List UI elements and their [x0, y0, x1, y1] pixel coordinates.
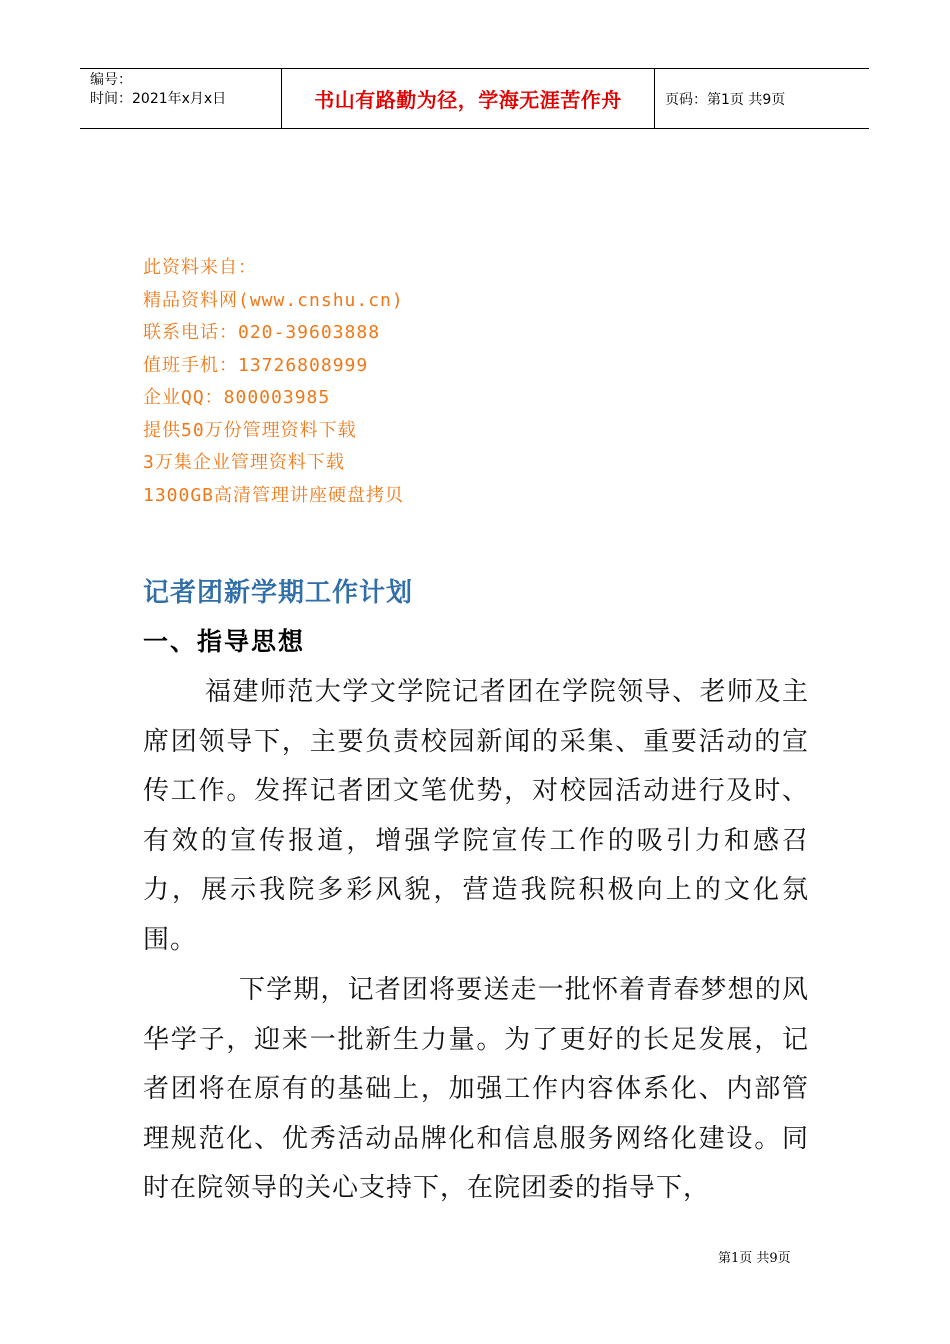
source-line: 精品资料网(www.cnshu.cn) [143, 289, 404, 311]
source-line: 提供50万份管理资料下载 [143, 419, 357, 441]
header-page-number: 页码：第1页 共9页 [665, 91, 786, 108]
source-line: 值班手机：13726808999 [143, 354, 369, 376]
doc-number-label: 编号： [90, 72, 132, 88]
source-line: 3万集企业管理资料下载 [143, 452, 345, 473]
section-heading: 一、指导思想 [143, 627, 306, 656]
source-line: 企业QQ：800003985 [143, 387, 331, 408]
page-header [80, 68, 869, 129]
header-page-cell [655, 69, 869, 128]
page-footer: 第1页 共9页 [718, 1251, 791, 1266]
document-title: 记者团新学期工作计划 [143, 578, 414, 608]
header-motto: 书山有路勤为径，学海无涯苦作舟 [314, 88, 622, 112]
body-paragraph: 福建师范大学文学院记者团在学院领导、老师及主席团领导下，主要负责校园新闻的采集、重要活动的宣传工作。发挥记者团文笔优势，对校园活动进行及时、有效的宣传报道，增强学院宣传工作的吸引力和感召力，展示我院多彩风貌，营造我院积极向上的文化氛围。 [143, 677, 809, 955]
header-motto-cell [282, 69, 655, 128]
source-info-block [143, 252, 404, 512]
source-line: 联系电话：020-39603888 [143, 322, 381, 343]
source-line: 1300GB高清管理讲座硬盘拷贝 [143, 484, 405, 506]
body-paragraph: 下学期，记者团将要送走一批怀着青春梦想的风华学子，迎来一批新生力量。为了更好的长足发展，记者团将在原有的基础上，加强工作内容体系化、内部管理规范化、优秀活动品牌化和信息服务网络化建设。同时在院领导的关心支持下，在院团委的指导下， [143, 975, 809, 1204]
source-line: 此资料来自： [143, 257, 257, 278]
doc-date-label: 时间：2021年x月x日 [90, 91, 227, 107]
header-meta [80, 69, 282, 128]
